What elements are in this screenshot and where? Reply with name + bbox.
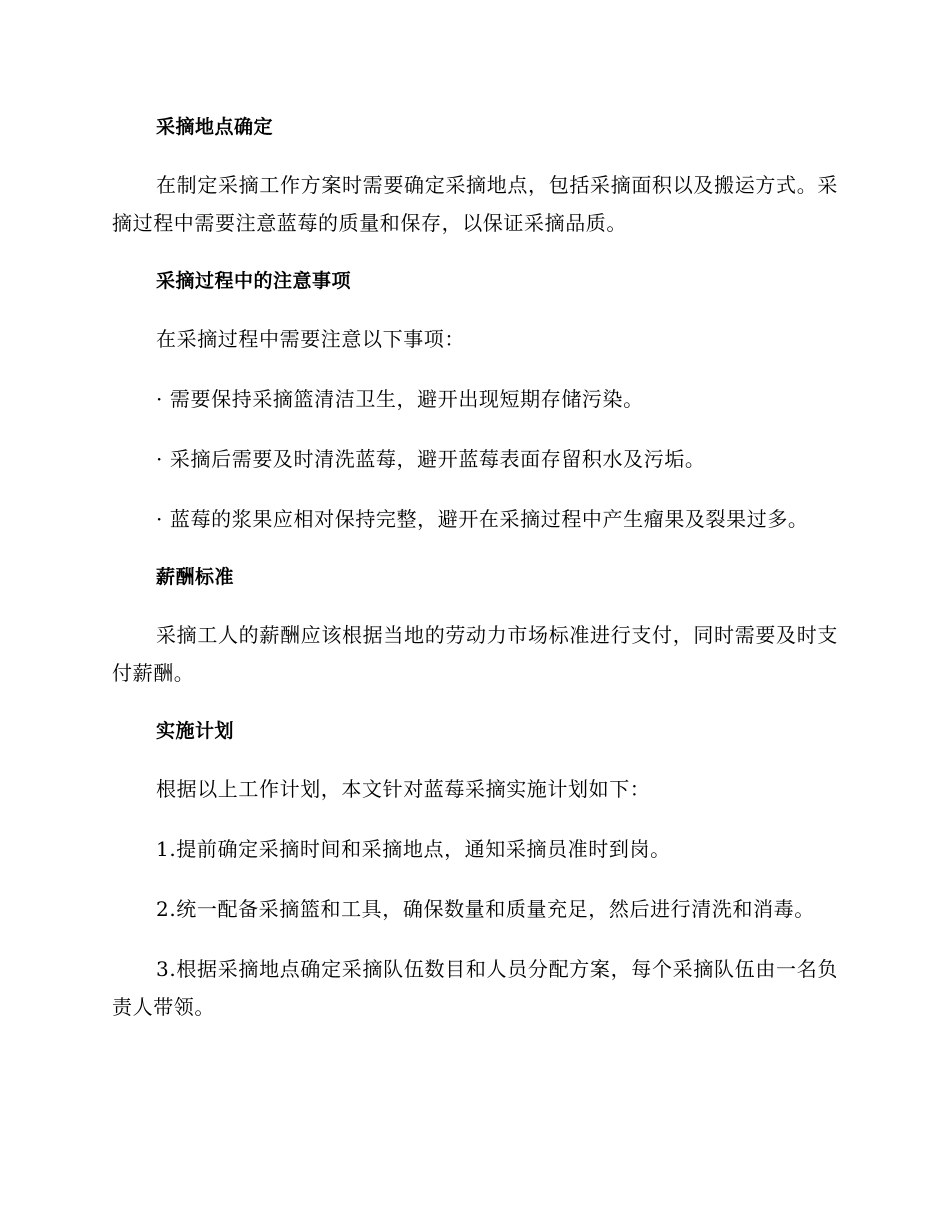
plan-step-1: 1.提前确定采摘时间和采摘地点，通知采摘员准时到岗。 bbox=[156, 837, 671, 861]
bullet-item-washing: · 采摘后需要及时清洗蓝莓，避开蓝莓表面存留积水及污垢。 bbox=[156, 447, 706, 471]
paragraph-picking-location: 在制定采摘工作方案时需要确定采摘地点，包括采摘面积以及搬运方式。采摘过程中需要注意蓝莓的质量和保存，以保证采摘品质。 bbox=[112, 173, 838, 235]
bullet-item-basket-hygiene: · 需要保持采摘篮清洁卫生，避开出现短期存储污染。 bbox=[156, 387, 644, 411]
plan-step-2: 2.统一配备采摘篮和工具，确保数量和质量充足，然后进行清洗和消毒。 bbox=[156, 897, 815, 921]
section-heading-picking-precautions: 采摘过程中的注意事项 bbox=[156, 270, 352, 292]
plan-step-3: 3.根据采摘地点确定采摘队伍数目和人员分配方案，每个采摘队伍由一名负责人带领。 bbox=[112, 957, 838, 1019]
section-heading-implementation-plan: 实施计划 bbox=[156, 720, 235, 742]
paragraph-salary: 采摘工人的薪酬应该根据当地的劳动力市场标准进行支付，同时需要及时支付薪酬。 bbox=[112, 623, 838, 685]
paragraph-plan-intro: 根据以上工作计划，本文针对蓝莓采摘实施计划如下： bbox=[156, 777, 651, 801]
paragraph-precautions-intro: 在采摘过程中需要注意以下事项： bbox=[156, 327, 465, 351]
bullet-item-berry-integrity: · 蓝莓的浆果应相对保持完整，避开在采摘过程中产生瘤果及裂果过多。 bbox=[156, 507, 809, 531]
section-heading-picking-location: 采摘地点确定 bbox=[156, 116, 274, 138]
section-heading-salary: 薪酬标准 bbox=[156, 566, 235, 588]
